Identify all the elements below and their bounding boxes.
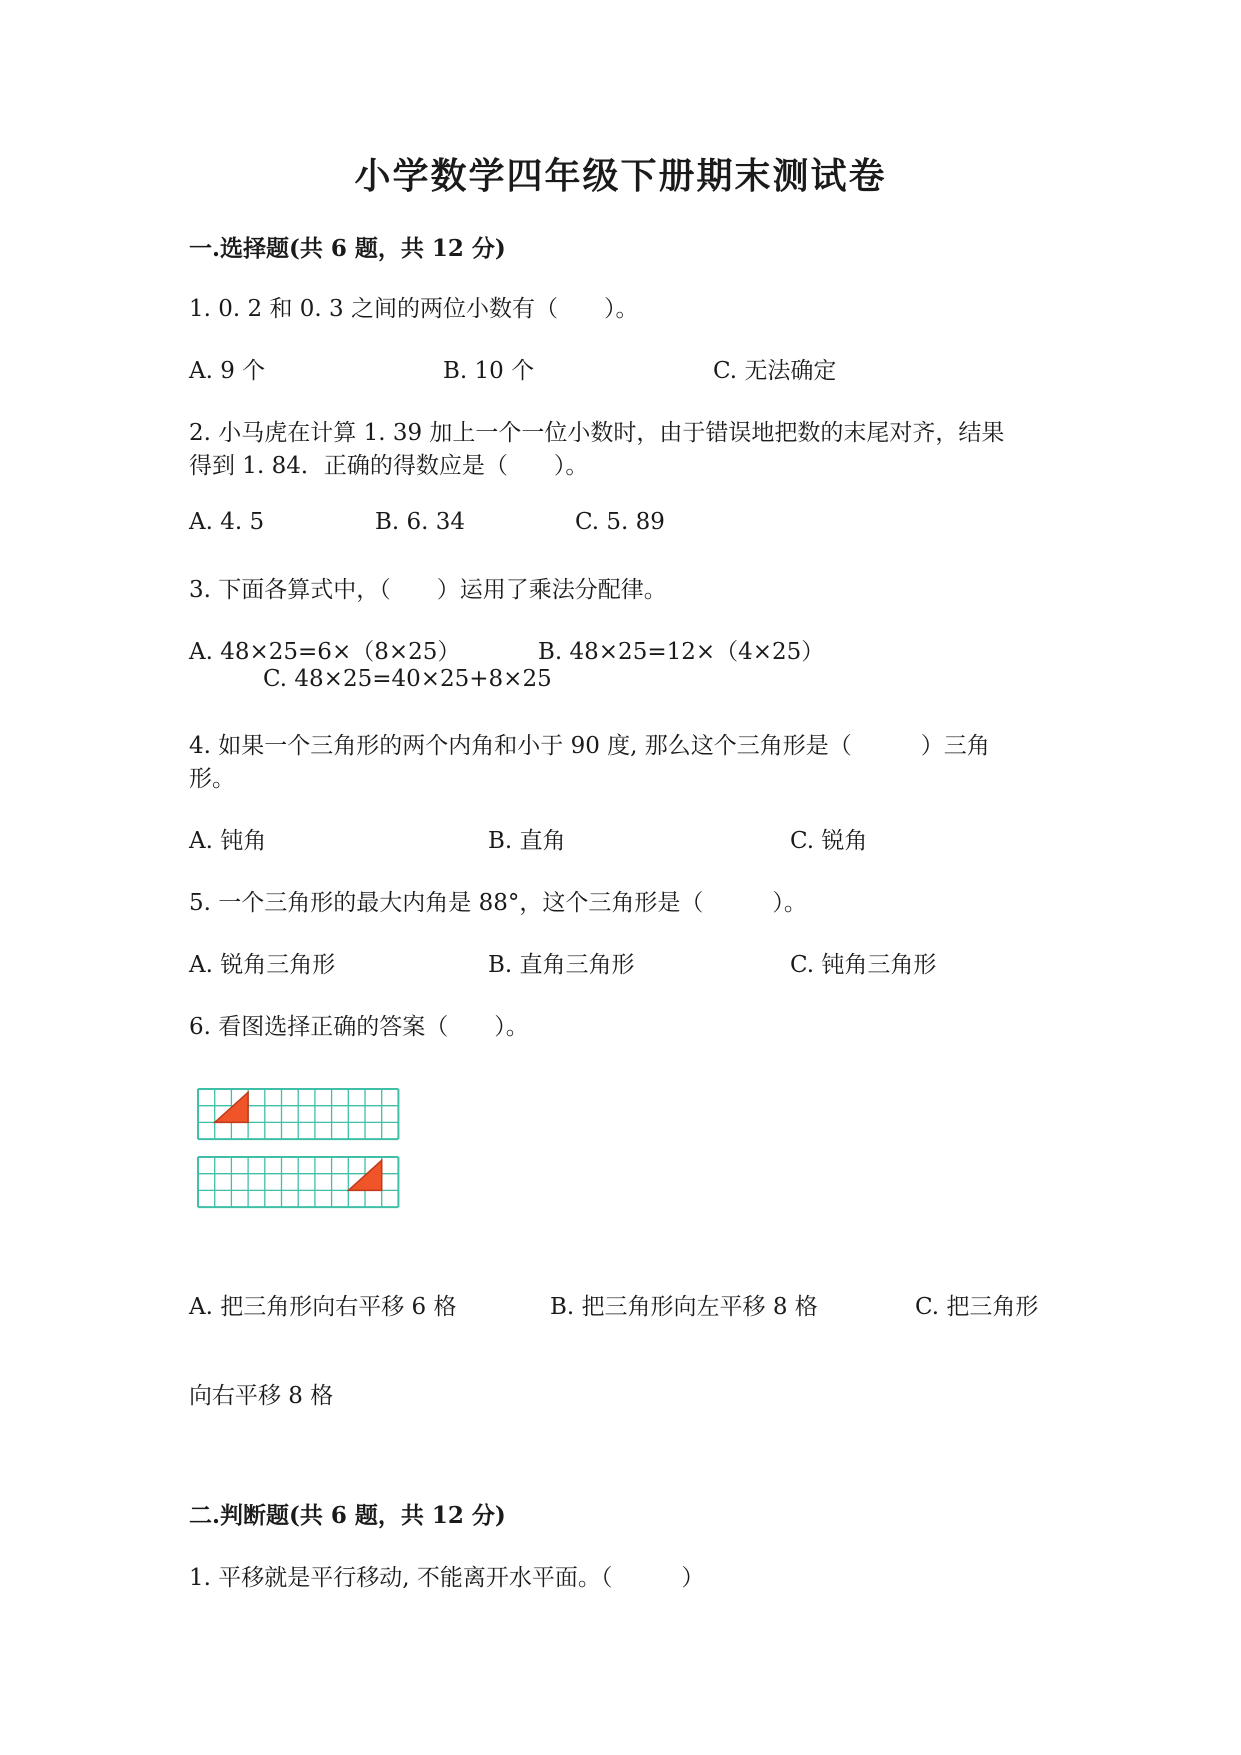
q4-option-b: B. 直角 bbox=[488, 828, 566, 854]
q5-option-a: A. 锐角三角形 bbox=[189, 952, 336, 978]
q6-option-b: B. 把三角形向左平移 8 格 bbox=[550, 1294, 818, 1320]
question-2-line-2: 得到 1. 84．正确的得数应是（ ）。 bbox=[189, 453, 589, 479]
q3-option-b: B. 48×25=12×（4×25） bbox=[538, 639, 825, 665]
judgement-question-1: 1. 平移就是平行移动, 不能离开水平面。（ ） bbox=[189, 1565, 705, 1591]
q6-option-c-continuation: 向右平移 8 格 bbox=[189, 1383, 334, 1409]
question-4-line-1: 4. 如果一个三角形的两个内角和小于 90 度, 那么这个三角形是（ ）三角 bbox=[189, 733, 990, 759]
q2-option-c: C. 5. 89 bbox=[575, 509, 665, 535]
question-1: 1. 0. 2 和 0. 3 之间的两位小数有（ ）。 bbox=[189, 296, 639, 322]
q5-option-c: C. 钝角三角形 bbox=[790, 952, 937, 978]
q3-option-a: A. 48×25=6×（8×25） bbox=[189, 639, 461, 665]
q4-option-a: A. 钝角 bbox=[189, 828, 267, 854]
q1-option-a: A. 9 个 bbox=[189, 358, 266, 384]
q2-option-b: B. 6. 34 bbox=[375, 509, 466, 535]
section-heading-choice: 一.选择题(共 6 题，共 12 分) bbox=[189, 235, 506, 262]
translation-grid-figure bbox=[190, 1087, 405, 1222]
grid-bottom bbox=[198, 1157, 398, 1207]
q3-option-c: C. 48×25=40×25+8×25 bbox=[263, 666, 552, 692]
question-2-line-1: 2. 小马虎在计算 1. 39 加上一个一位小数时，由于错误地把数的末尾对齐，结果 bbox=[189, 420, 1005, 446]
q2-option-a: A. 4. 5 bbox=[189, 509, 265, 535]
question-4-line-2: 形。 bbox=[189, 766, 235, 792]
section-heading-judgement: 二.判断题(共 6 题，共 12 分) bbox=[189, 1502, 506, 1529]
q1-option-c: C. 无法确定 bbox=[713, 358, 837, 384]
q4-option-c: C. 锐角 bbox=[790, 828, 868, 854]
question-6: 6. 看图选择正确的答案（ ）。 bbox=[189, 1014, 529, 1040]
q5-option-b: B. 直角三角形 bbox=[488, 952, 635, 978]
question-3: 3. 下面各算式中，（ ）运用了乘法分配律。 bbox=[189, 577, 667, 603]
q6-option-c: C. 把三角形 bbox=[915, 1294, 1039, 1320]
question-5: 5. 一个三角形的最大内角是 88°，这个三角形是（ ）。 bbox=[189, 890, 807, 916]
q6-option-a: A. 把三角形向右平移 6 格 bbox=[189, 1294, 457, 1320]
grid-top bbox=[198, 1089, 398, 1139]
q1-option-b: B. 10 个 bbox=[443, 358, 535, 384]
page-title: 小学数学四年级下册期末测试卷 bbox=[354, 155, 887, 197]
